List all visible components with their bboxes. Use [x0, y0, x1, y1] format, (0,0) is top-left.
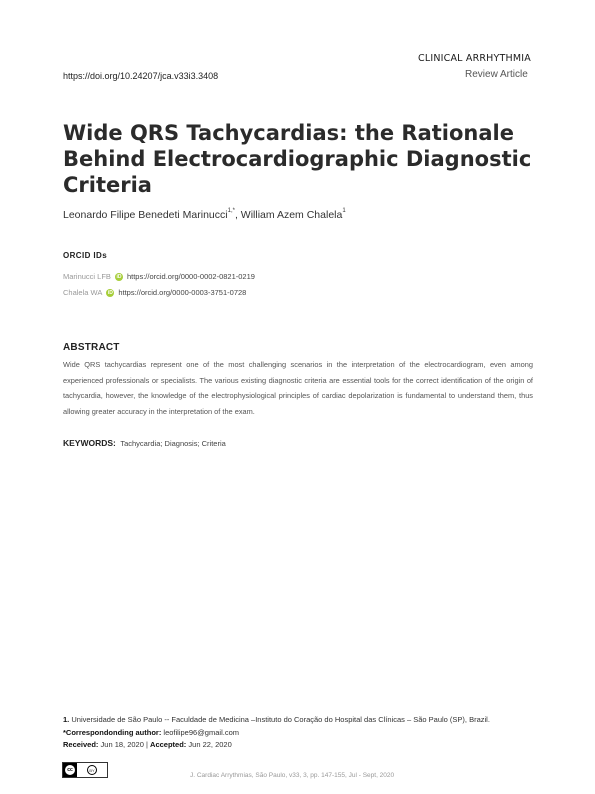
doi-link[interactable]: https://doi.org/10.24207/jca.v33i3.3408 [63, 71, 219, 81]
keywords-text: Tachycardia; Diagnosis; Criteria [120, 439, 226, 448]
accepted-date: Jun 22, 2020 [188, 740, 232, 749]
orcid-link[interactable]: https://orcid.org/0000-0003-3751-0728 [118, 288, 247, 297]
keywords-label: KEYWORDS: [63, 438, 116, 448]
received-date: Jun 18, 2020 [100, 740, 144, 749]
author-name: Leonardo Filipe Benedeti Marinucci [63, 209, 228, 221]
cc-license-badge[interactable] [62, 762, 108, 778]
cc-attribution [77, 765, 107, 775]
correspondence-email[interactable]: leofilipe96@gmail.com [163, 727, 239, 737]
orcid-icon: iD [107, 289, 113, 296]
cc-icon: cc [65, 765, 75, 775]
author-affiliation-sup: 1,* [227, 208, 235, 214]
abstract-heading: ABSTRACT [63, 342, 120, 353]
affiliation-text: Universidade de São Paulo -- Faculdade de Medicina –Instituto do Coração do Hospital das Clínicas – São Paulo (SP), Brazil. [71, 715, 490, 724]
author-name: William Azem Chalela [240, 209, 343, 221]
by-icon: BY [87, 765, 97, 775]
footnotes [63, 714, 533, 752]
accepted-label: Accepted: [150, 740, 187, 749]
article-type: Review Article [465, 69, 528, 80]
journal-section: CLINICAL ARRHYTHMIA [418, 53, 531, 64]
abstract-body: Wide QRS tachycardias represent one of the most challenging scenarios in the interpretation of the electrocardiogram, even among experienced professionals or specialists. The various existing diagnostic criteria are essential tools for the correct identification of the origin of tachycardia, however, the knowledge of the electrophysiological principles of cardiac depolarization is fundamental to understand them, thus allowing greater accuracy in the interpretation of the exam. [63, 360, 533, 416]
orcid-author-name: Chalela WA [63, 288, 103, 297]
author-affiliation-sup: 1 [342, 208, 346, 214]
correspondence-note [63, 727, 533, 740]
cc-logo [63, 763, 77, 777]
orcid-icon: iD [116, 273, 122, 280]
orcid-heading: ORCID IDs [63, 251, 108, 260]
citation-footer: J. Cardiac Arrythmias, São Paulo, v33, 3, pp. 147-155, Jul - Sept, 2020 [190, 772, 395, 779]
affiliation-number: 1. [63, 715, 70, 724]
orcid-entry [63, 272, 255, 281]
date-separator: | [146, 740, 148, 749]
author-separator: , [234, 209, 241, 221]
author-list [63, 209, 346, 221]
orcid-entry [63, 288, 246, 297]
orcid-link[interactable]: https://orcid.org/0000-0002-0821-0219 [126, 272, 255, 281]
article-title: Wide QRS Tachycardias: the Rationale Behind Electrocardiographic Diagnostic Criteria [63, 121, 532, 197]
received-label: Received: [63, 740, 99, 749]
keywords-line [63, 433, 226, 451]
orcid-author-name: Marinucci LFB [63, 272, 111, 281]
dates-note [63, 739, 533, 752]
correspondence-label: *Correspondonding author: [63, 727, 162, 737]
affiliation-note [63, 714, 533, 727]
